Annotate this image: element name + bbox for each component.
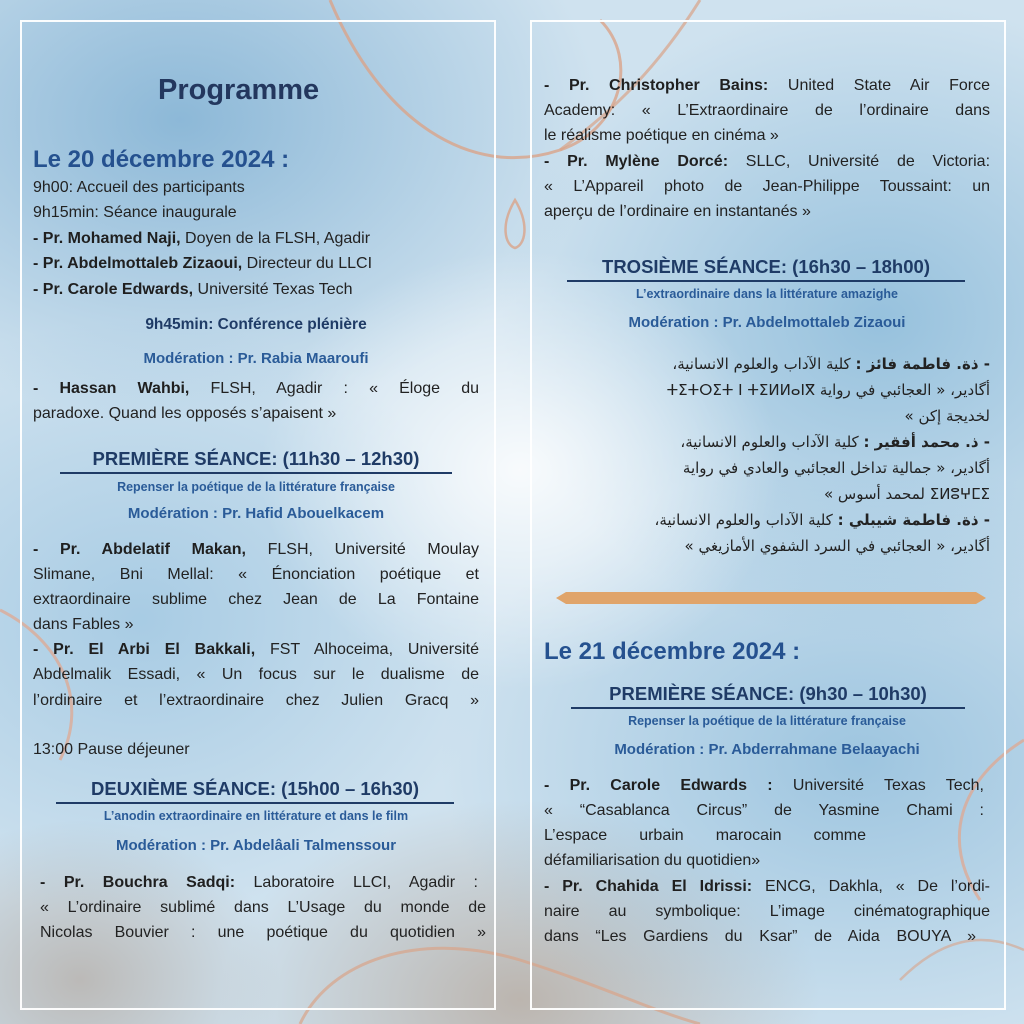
arabic-talk-line: أگادير، « العجائبي في السرد الشفوي الأمازيغي » <box>684 537 990 555</box>
plenary-talk: - Hassan Wahbi, FLSH, Agadir : « Éloge du <box>33 380 479 397</box>
talk-line: aperçu de l’ordinaire en instantanés » <box>544 203 811 220</box>
speaker-name: - Pr. Christopher Bains: <box>544 77 769 94</box>
talk-line: « L’Appareil photo de Jean-Philippe Toussaint: un <box>544 178 990 195</box>
arabic-talk-line: - ذة. فاطمة شيبلي : كلية الآداب والعلوم الانسانية، <box>654 511 990 529</box>
talk-line: Slimane, Bni Mellal: « Énonciation poétique et <box>33 566 479 583</box>
lunch-break: 13:00 Pause déjeuner <box>33 741 190 758</box>
session3-subtitle: L’extraordinaire dans la littérature amazighe <box>636 287 898 301</box>
talk-line: l’ordinaire et l’extraordinaire chez Julien Gracq » <box>33 692 479 709</box>
speaker-name: - Pr. Chahida El Idrissi: <box>544 878 753 895</box>
day2-date-heading: Le 21 décembre 2024 : <box>544 638 801 665</box>
talk-line: Academy: « L’Extraordinaire de l’ordinaire dans <box>544 102 990 119</box>
arabic-talk-line: ⵉⵍⵓⵖⵎⵉ لمحمد أسوس » <box>823 485 990 503</box>
talk-line: Abdelmalik Essadi, « Un focus sur le dualisme de <box>33 666 479 683</box>
session1-subtitle: Repenser la poétique de la littérature française <box>117 480 395 494</box>
speaker-name: - Hassan Wahbi, <box>33 380 190 397</box>
speaker-name: - Pr. Mohamed Naji, <box>33 230 181 247</box>
talk-line: - Pr. El Arbi El Bakkali, FST Alhoceima, Université <box>33 641 479 658</box>
speaker-name: - Pr. Carole Edwards : <box>544 777 773 794</box>
speaker-name: - Pr. Carole Edwards, <box>33 281 194 298</box>
talk-line: L’espace urbain marocain comme <box>544 827 866 844</box>
talk-line: Nicolas Bouvier : une poétique du quotidien » <box>40 924 486 941</box>
talk-line: - Pr. Carole Edwards : Université Texas Tech, <box>544 777 984 794</box>
session1-moderation: Modération : Pr. Hafid Abouelkacem <box>127 505 385 522</box>
talk-line: « “Casablanca Circus” de Yasmine Chami : <box>544 802 984 819</box>
day1-date-heading: Le 20 décembre 2024 : <box>33 146 290 173</box>
session3-title: TROSIÈME SÉANCE: (16h30 – 18h00) <box>567 256 965 282</box>
day2-session1-moderation: Modération : Pr. Abderrahmane Belaayachi <box>614 741 920 758</box>
talk-line: - Pr. Abdelatif Makan, FLSH, Université Moulay <box>33 541 480 558</box>
speaker-role: Université Texas Tech <box>193 281 353 298</box>
opening-speaker <box>33 226 370 251</box>
opening-line: 9h15min: Séance inaugurale <box>33 204 237 221</box>
talk-line: - Pr. Christopher Bains: United State Air Force <box>544 77 990 94</box>
talk-line: - Pr. Chahida El Idrissi: ENCG, Dakhla, « De l’ordi- <box>544 878 990 895</box>
session2-moderation: Modération : Pr. Abdelâali Talmenssour <box>115 837 397 854</box>
day2-session1-title: PREMIÈRE SÉANCE: (9h30 – 10h30) <box>571 683 965 709</box>
program-title: Programme <box>158 74 320 106</box>
opening-speaker <box>33 251 372 276</box>
speaker-name: - Pr. Abdelatif Makan, <box>33 541 246 558</box>
arabic-talk-line: لخديجة إكن » <box>904 407 990 425</box>
talk-line: - Pr. Mylène Dorcé: SLLC, Université de Victoria: <box>544 153 991 170</box>
talk-line: le réalisme poétique en cinéma » <box>544 127 779 144</box>
talk-line: dans “Les Gardiens du Ksar” de Aida BOUYA » <box>544 928 976 945</box>
talk-line: dans Fables » <box>33 616 134 633</box>
plenary-talk-line2: paradoxe. Quand les opposés s’apaisent » <box>33 405 337 422</box>
speaker-name: - Pr. Mylène Dorcé: <box>544 153 729 170</box>
arabic-talk-line: - ذ. محمد أفقير : كلية الآداب والعلوم الانسانية، <box>680 433 990 451</box>
welcome-line: 9h00: Accueil des participants <box>33 179 245 196</box>
arabic-talk-line: - ذة. فاطمة فائز : كلية الآداب والعلوم الانسانية، <box>672 355 990 373</box>
session2-title: DEUXIÈME SÉANCE: (15h00 – 16h30) <box>56 778 454 804</box>
orange-divider <box>556 591 986 605</box>
day2-session1-subtitle: Repenser la poétique de la littérature française <box>628 714 906 728</box>
talk-line: défamiliarisation du quotidien» <box>544 852 761 869</box>
speaker-name: - Pr. El Arbi El Bakkali, <box>33 641 256 658</box>
talk-line: - Pr. Bouchra Sadqi: Laboratoire LLCI, Agadir : <box>40 874 478 891</box>
speaker-role: Directeur du LLCI <box>242 255 373 272</box>
session2-subtitle: L’anodin extraordinaire en littérature et dans le film <box>103 809 409 823</box>
speaker-name: - Pr. Bouchra Sadqi: <box>40 874 236 891</box>
session1-title: PREMIÈRE SÉANCE: (11h30 – 12h30) <box>60 448 452 474</box>
speaker-name: - Pr. Abdelmottaleb Zizaoui, <box>33 255 243 272</box>
session3-moderation: Modération : Pr. Abdelmottaleb Zizaoui <box>628 314 906 331</box>
talk-line: extraordinaire sublime chez Jean de La Fontaine <box>33 591 479 608</box>
talk-line: naire au symbolique: L’image cinématographique <box>544 903 990 920</box>
arabic-talk-line: أگادير، « العجائبي في رواية ⵜⵉⵜⵔⵉⵜ ⵏ ⵜⵉⵍⵍⴰⵏⴳ <box>666 381 990 399</box>
speaker-role: Doyen de la FLSH, Agadir <box>180 230 371 247</box>
arabic-talk-line: أگادير، « جمالية تداخل العجائبي والعادي في رواية <box>682 459 990 477</box>
plenary-title: 9h45min: Conférence plénière <box>145 316 367 333</box>
opening-speaker <box>33 277 445 302</box>
plenary-moderation: Modération : Pr. Rabia Maaroufi <box>143 350 369 367</box>
talk-line: « L’ordinaire sublimé dans L’Usage du monde de <box>40 899 486 916</box>
